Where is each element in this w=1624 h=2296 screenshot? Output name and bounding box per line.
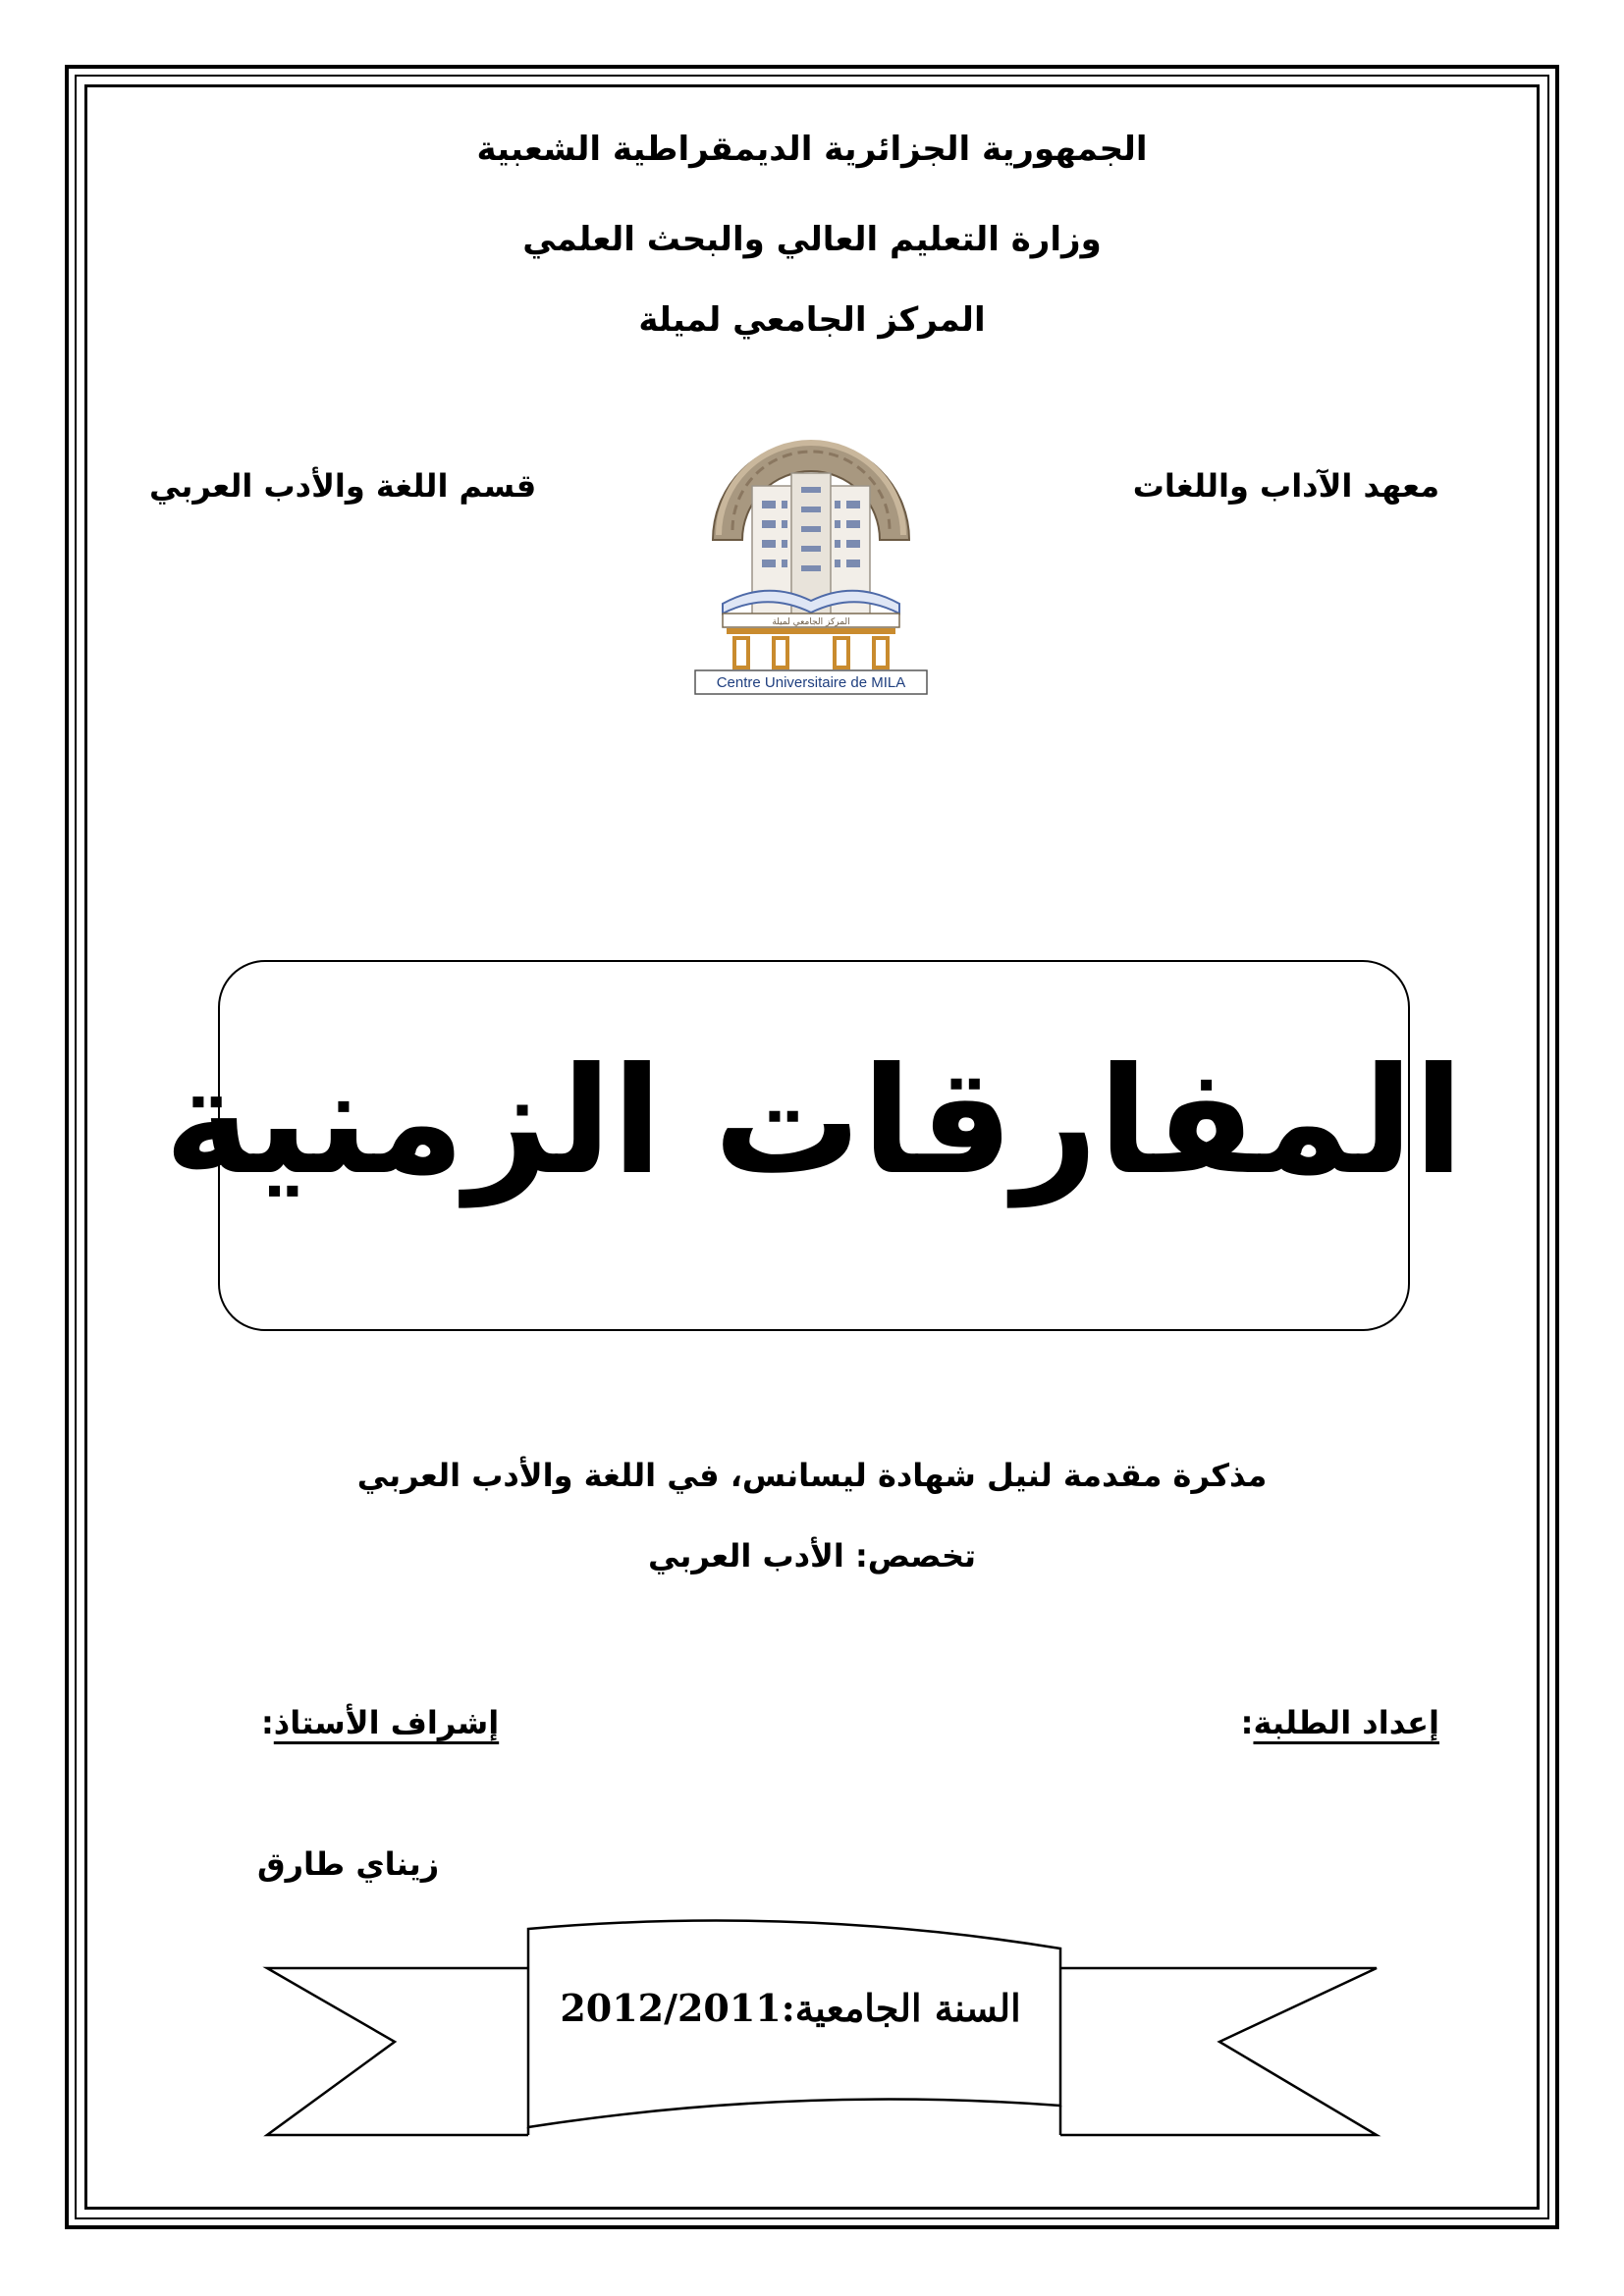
prepared-by-label: إعداد الطلبة: xyxy=(1240,1704,1439,1741)
thesis-title: المفارقات الزمنية xyxy=(164,1037,1464,1207)
academic-year xyxy=(530,1968,1051,2047)
year-label: السنة الجامعية: xyxy=(781,1985,1021,2030)
specialty-line: تخصص: الأدب العربي xyxy=(647,1537,977,1575)
logo-arabic-caption: المركز الجامعي لميلة xyxy=(772,617,850,627)
year-value: 2012/2011 xyxy=(560,1985,782,2030)
country-line: الجمهورية الجزائرية الديمقراطية الشعبية xyxy=(476,130,1148,169)
university-line: المركز الجامعي لميلة xyxy=(638,300,986,340)
supervisor-label-text: إشراف الأستاذ xyxy=(273,1704,500,1741)
supervisor-name: زيناي طارق xyxy=(257,1845,440,1883)
logo-caption: Centre Universitaire de MILA xyxy=(716,674,906,691)
supervisor-label: إشراف الأستاذ: xyxy=(261,1704,500,1741)
prepared-by-text: إعداد الطلبة xyxy=(1253,1704,1439,1741)
thesis-description: مذكرة مقدمة لنيل شهادة ليسانس، في اللغة والأدب العربي xyxy=(356,1457,1268,1494)
ministry-line: وزارة التعليم العالي والبحث العلمي xyxy=(522,220,1102,259)
department-name: قسم اللغة والأدب العربي xyxy=(149,467,537,505)
university-logo xyxy=(693,393,929,697)
institute-name: معهد الآداب واللغات xyxy=(1132,467,1439,505)
